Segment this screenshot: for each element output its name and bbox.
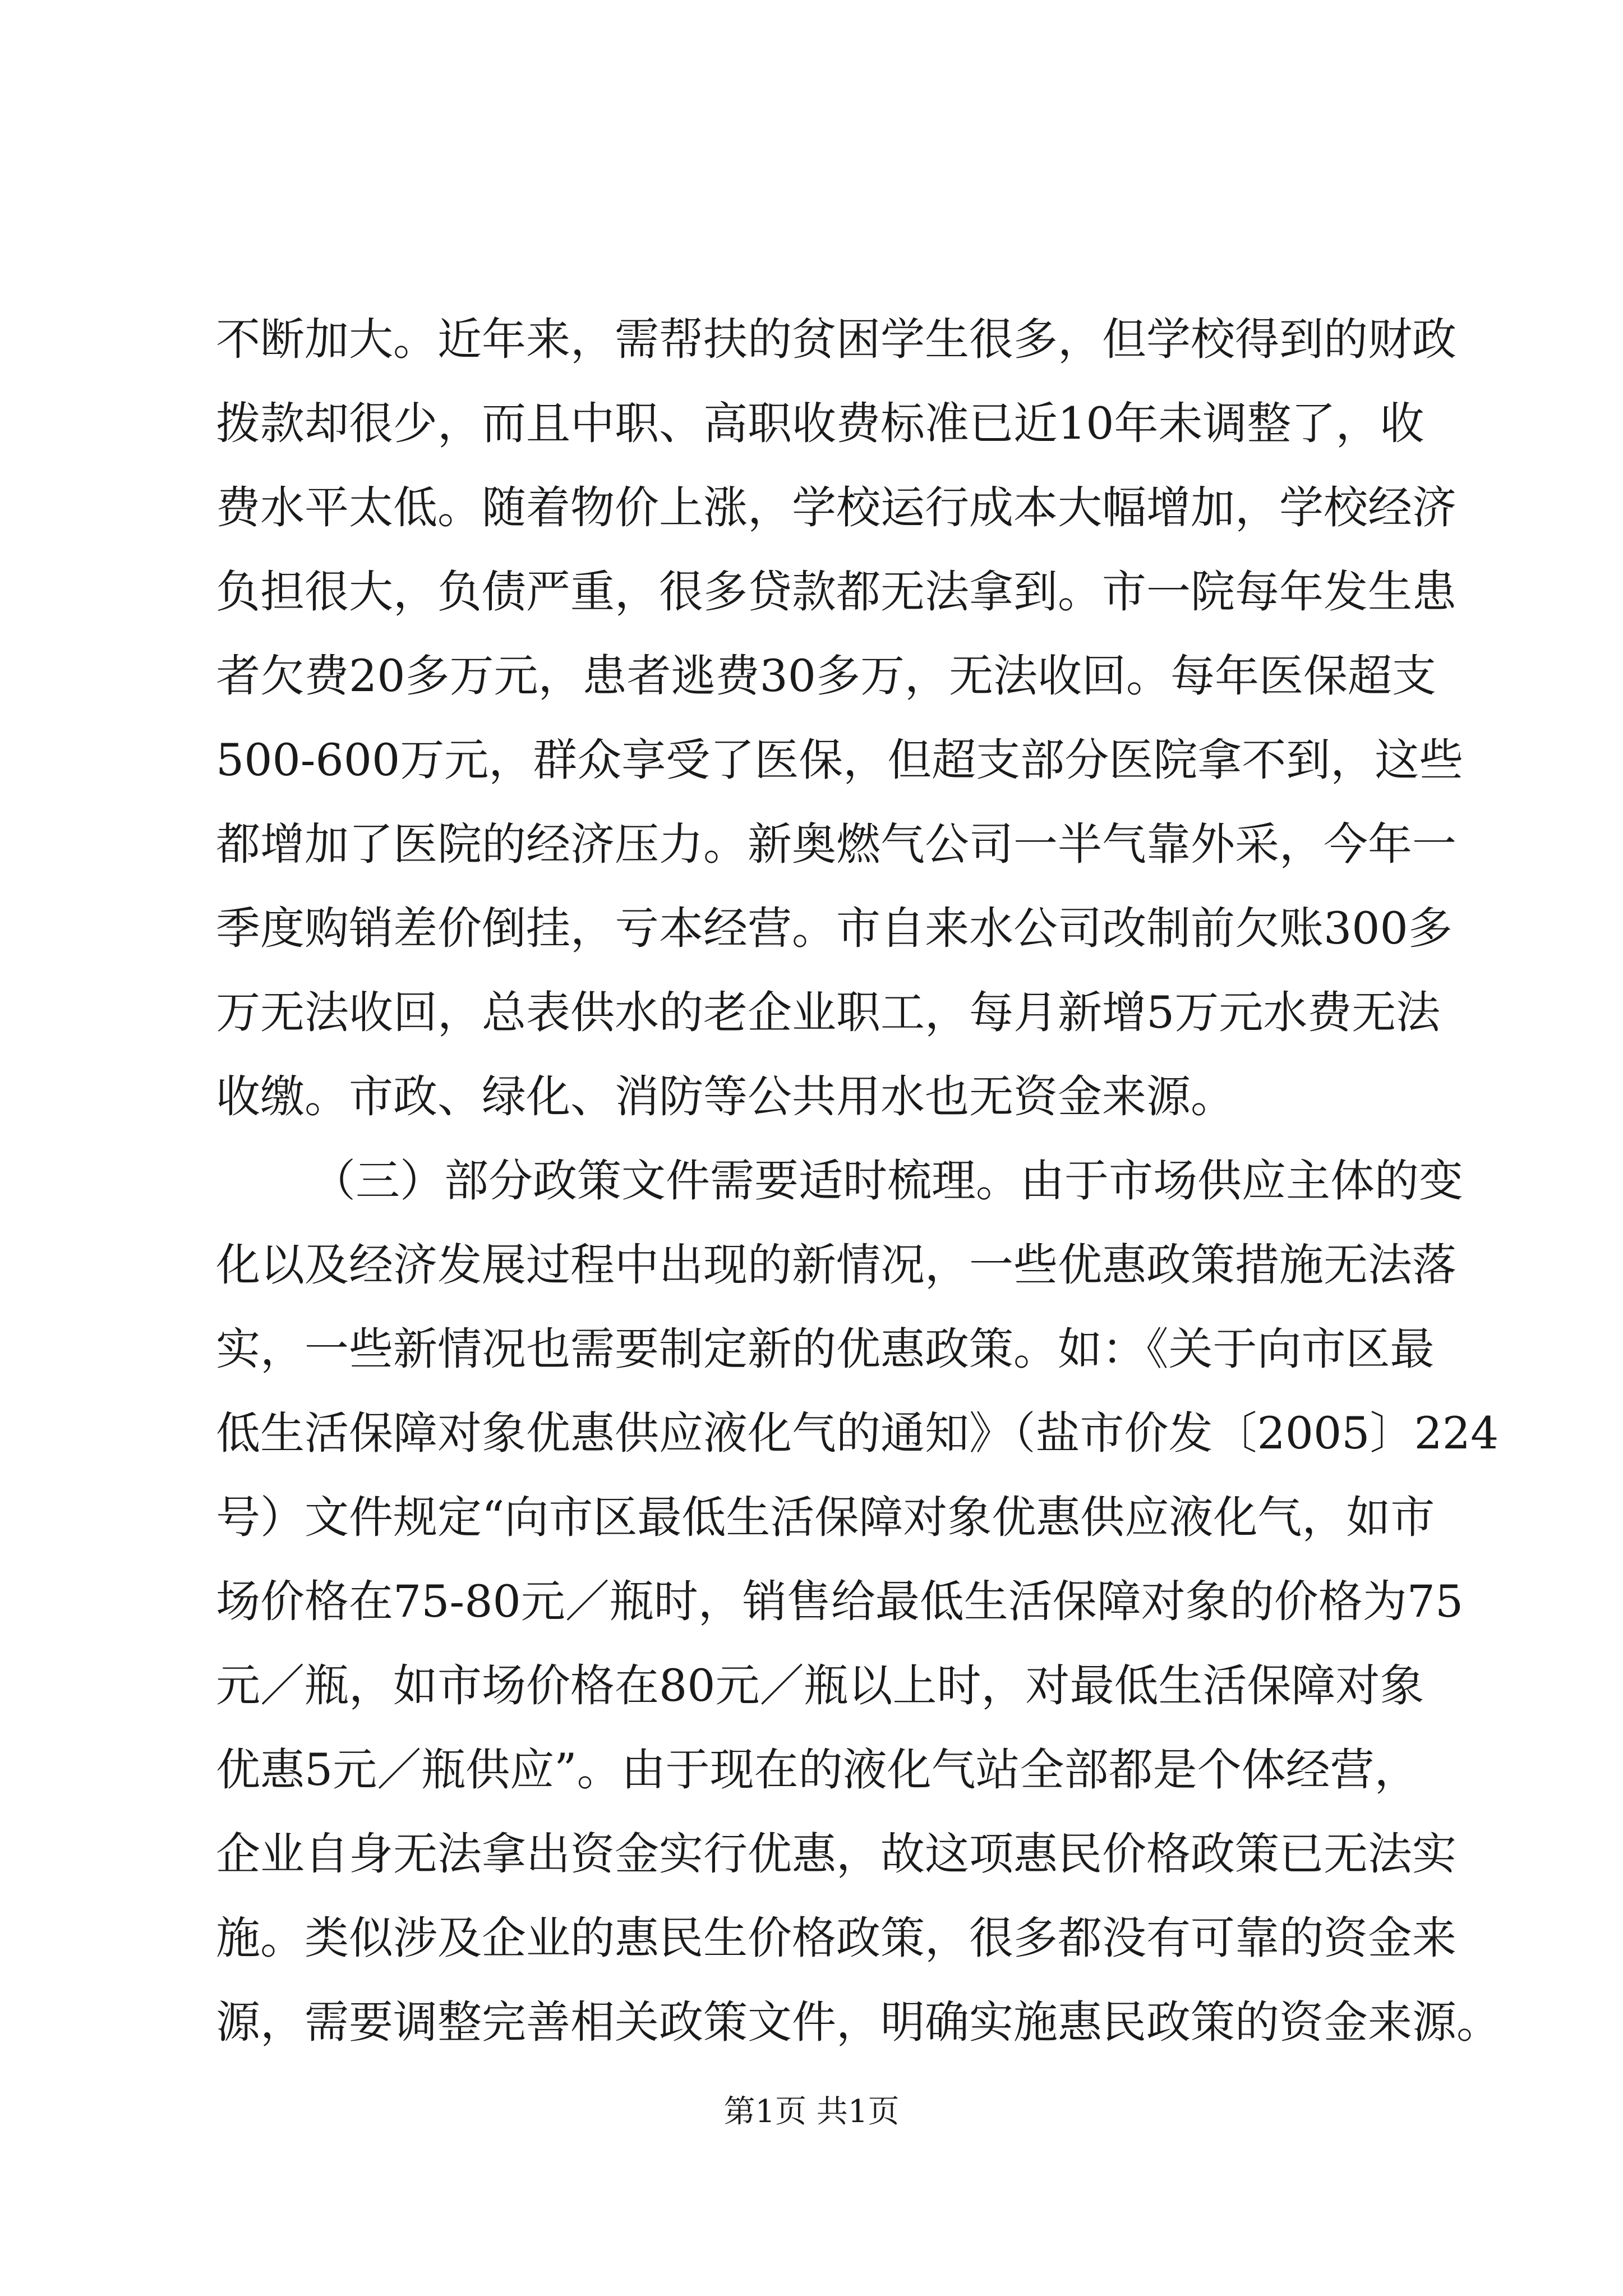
paragraph-1-line-3: 费水平太低。随着物价上涨，学校运行成本大幅增加，学校经济 bbox=[216, 482, 1456, 533]
paragraph-1-line-4: 负担很大，负债严重，很多贷款都无法拿到。市一院每年发生患 bbox=[216, 566, 1456, 618]
paragraph-1-line-10: 收缴。市政、绿化、消防等公共用水也无资金来源。 bbox=[216, 1071, 1235, 1122]
paragraph-1-line-2: 拨款却很少，而且中职、高职收费标准已近10年未调整了，收 bbox=[216, 398, 1424, 449]
paragraph-1-line-9: 万无法收回，总表供水的老企业职工，每月新增5万元水费无法 bbox=[216, 987, 1441, 1038]
paragraph-1-line-8: 季度购销差价倒挂，亏本经营。市自来水公司改制前欠账300多 bbox=[216, 903, 1453, 954]
paragraph-1-line-7: 都增加了医院的经济压力。新奥燃气公司一半气靠外采，今年一 bbox=[216, 818, 1456, 870]
paragraph-1-line-1: 不断加大。近年来，需帮扶的贫困学生很多，但学校得到的财政 bbox=[216, 314, 1456, 365]
paragraph-2-line-9: 企业自身无法拿出资金实行优惠，故这项惠民价格政策已无法实 bbox=[216, 1828, 1456, 1880]
paragraph-2-line-1: （三）部分政策文件需要适时梳理。由于市场供应主体的变 bbox=[311, 1155, 1463, 1207]
paragraph-2-line-10: 施。类似涉及企业的惠民生价格政策，很多都没有可靠的资金来 bbox=[216, 1912, 1456, 1964]
paragraph-2-line-3: 实，一些新情况也需要制定新的优惠政策。如：《关于向市区最 bbox=[216, 1323, 1435, 1375]
paragraph-2-line-6: 场价格在75-80元／瓶时，销售给最低生活保障对象的价格为75 bbox=[216, 1576, 1464, 1627]
page-footer: 第1页 共1页 bbox=[723, 2093, 900, 2130]
paragraph-1-line-5: 者欠费20多万元，患者逃费30多万，无法收回。每年医保超支 bbox=[216, 650, 1437, 702]
paragraph-2-line-7: 元／瓶，如市场价格在80元／瓶以上时，对最低生活保障对象 bbox=[216, 1660, 1424, 1711]
paragraph-2-line-11: 源，需要调整完善相关政策文件，明确实施惠民政策的资金来源。 bbox=[216, 1996, 1501, 2048]
paragraph-2-line-8: 优惠5元／瓶供应”。由于现在的液化气站全部都是个体经营， bbox=[216, 1744, 1419, 1796]
paragraph-2-line-4: 低生活保障对象优惠供应液化气的通知》（盐市价发〔2005〕224 bbox=[216, 1407, 1499, 1459]
paragraph-1-line-6: 500-600万元，群众享受了医保，但超支部分医院拿不到，这些 bbox=[216, 734, 1464, 786]
paragraph-2-line-5: 号）文件规定“向市区最低生活保障对象优惠供应液化气，如市 bbox=[216, 1492, 1435, 1543]
paragraph-2-line-2: 化以及经济发展过程中出现的新情况，一些优惠政策措施无法落 bbox=[216, 1239, 1456, 1291]
